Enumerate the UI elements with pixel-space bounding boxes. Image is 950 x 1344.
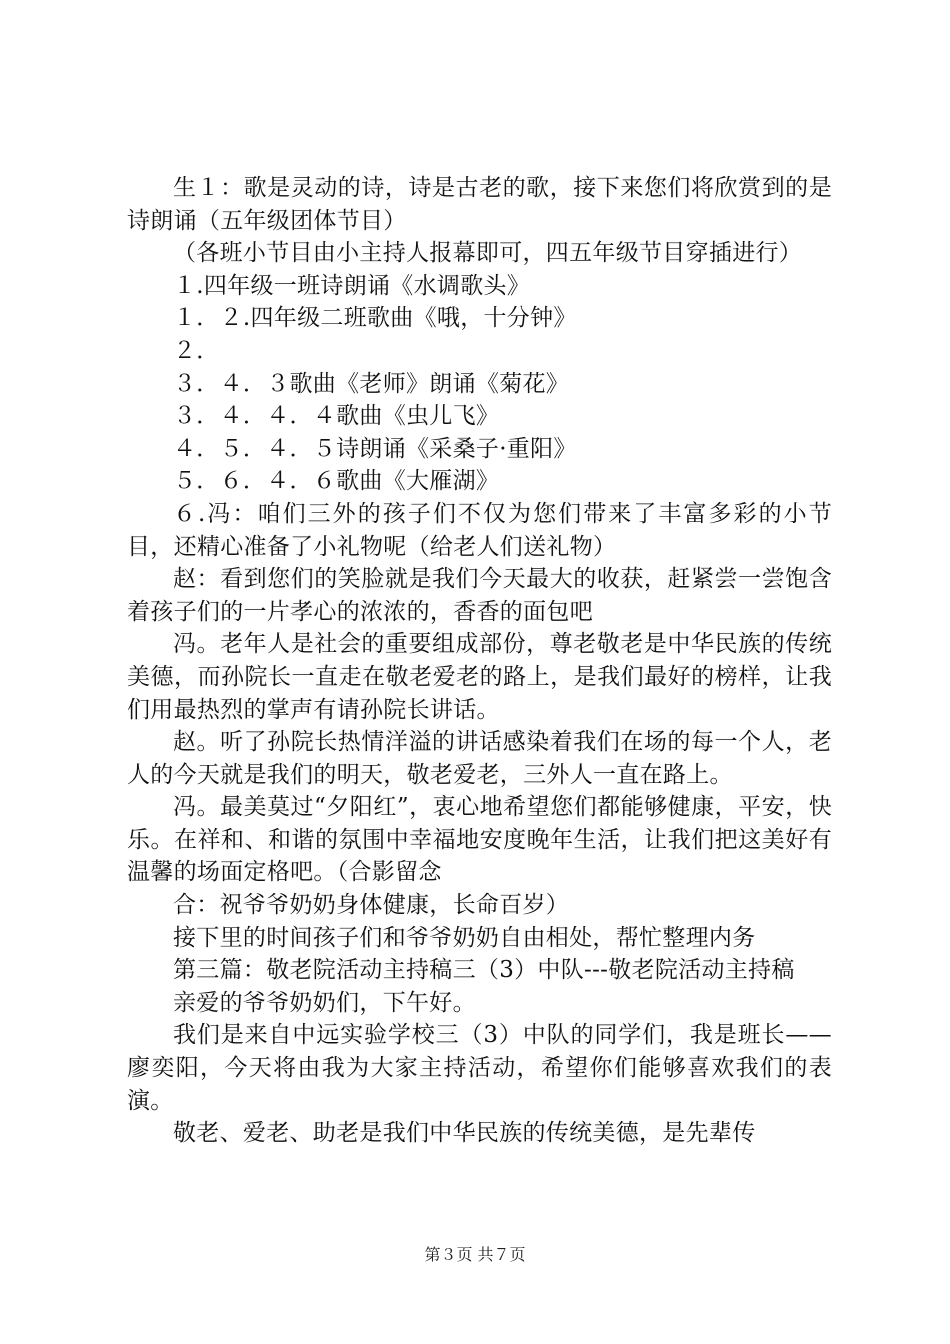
paragraph: ２． [173, 337, 220, 364]
paragraph: 我们是来自中远实验学校三（3）中队的同学们，我是班长——廖奕阳，今天将由我为大家主持活动，希望你们能够喜欢我们的表演。 [127, 1022, 832, 1114]
page-number-footer: 第３页 共７页 [424, 1245, 526, 1264]
paragraph: 生１：歌是灵动的诗，诗是古老的歌，接下来您们将欣赏到的是诗朗诵（五年级团体节目） [127, 175, 832, 234]
paragraph: 赵：看到您们的笑脸就是我们今天最大的收获，赶紧尝一尝饱含着孩子们的一片孝心的浓浓的，香香的面包吧 [127, 566, 832, 625]
paragraph: 冯。最美莫过“夕阳红”，衷心地希望您们都能够健康，平安，快乐。在祥和、和谐的氛围中幸福地安度晚年生活，让我们把这美好有温馨的场面定格吧。（合影留念 [127, 794, 832, 886]
paragraph: ６.冯：咱们三外的孩子们不仅为您们带来了丰富多彩的小节目，还精心准备了小礼物呢（给老人们送礼物） [127, 500, 832, 560]
section-heading: 第三篇：敬老院活动主持稿三（3）中队---敬老院活动主持稿 [173, 957, 795, 984]
paragraph: ５．６．４．６歌曲《大雁湖》 [173, 468, 500, 495]
paragraph: 合：祝爷爷奶奶身体健康，长命百岁） [173, 892, 570, 919]
paragraph: （各班小节目由小主持人报幕即可，四五年级节目穿插进行） [173, 240, 803, 267]
paragraph: 接下里的时间孩子们和爷爷奶奶自由相处，帮忙整理内务 [173, 924, 756, 951]
paragraph: １．２.四年级二班歌曲《哦，十分钟》 [173, 305, 577, 332]
paragraph: ３．４．３歌曲《老师》朗诵《菊花》 [173, 370, 570, 397]
paragraph: 赵。听了孙院长热情洋溢的讲话感染着我们在场的每一个人，老人的今天就是我们的明天，敬老爱老，三外人一直在路上。 [127, 729, 832, 788]
paragraph: 亲爱的爷爷奶奶们，下午好。 [173, 989, 476, 1016]
paragraph: １.四年级一班诗朗诵《水调歌头》 [173, 272, 531, 299]
paragraph: 冯。老年人是社会的重要组成部份，尊老敬老是中华民族的传统美德，而孙院长一直走在敬老爱老的路上，是我们最好的榜样，让我们用最热烈的掌声有请孙院长讲话。 [127, 631, 832, 723]
document-body [127, 172, 832, 1150]
paragraph: 敬老、爱老、助老是我们中华民族的传统美德，是先辈传 [173, 1120, 756, 1147]
paragraph: ４．５．４．５诗朗诵《采桑子·重阳》 [173, 435, 577, 462]
paragraph: ３．４．４．４歌曲《虫儿飞》 [173, 403, 500, 430]
